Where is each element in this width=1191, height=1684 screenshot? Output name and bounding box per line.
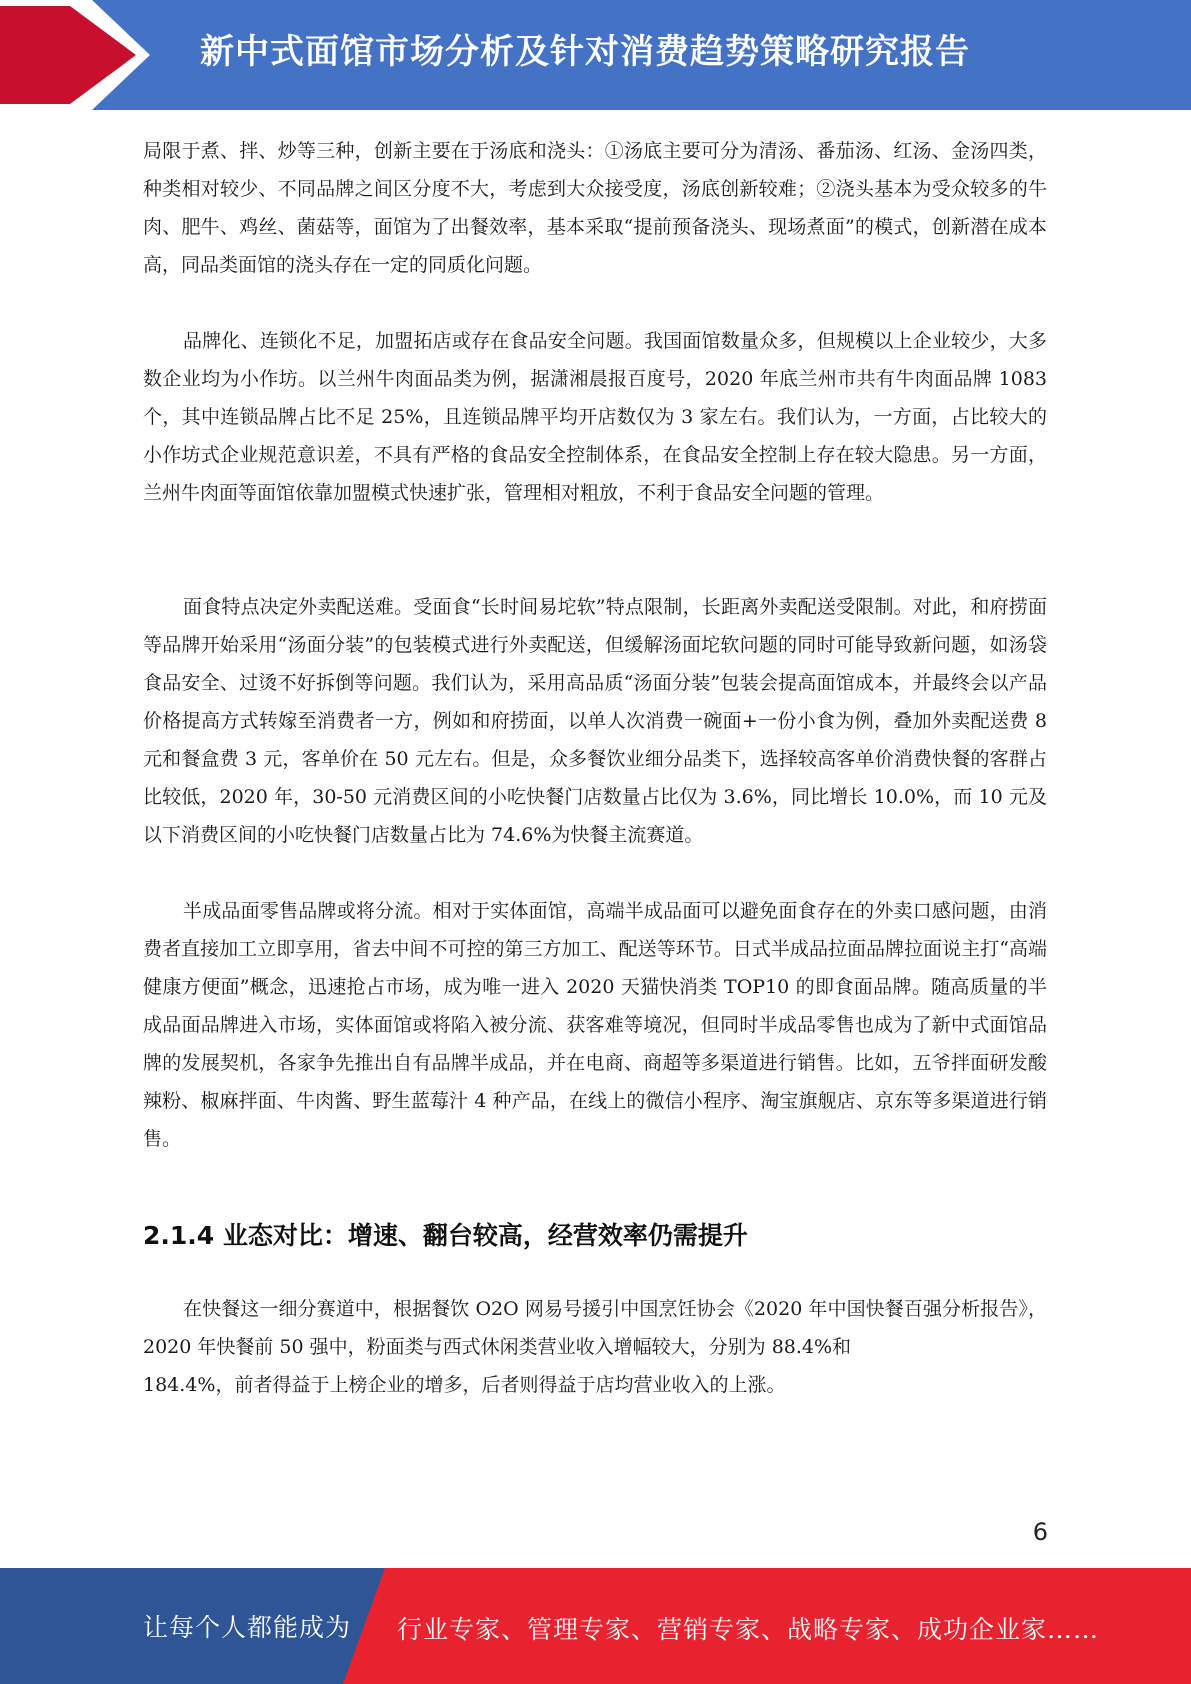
- report-title: 新中式面馆市场分析及针对消费趋势策略研究报告: [200, 32, 970, 72]
- document-body: [143, 132, 1047, 1404]
- paragraph-2: 品牌化、连锁化不足，加盟拓店或存在食品安全问题。我国面馆数量众多，但规模以上企业较少，大多数企业均为小作坊。以兰州牛肉面品类为例，据潇湘晨报百度号，2020 年底兰州市共有牛肉面品牌 1083 个，其中连锁品牌占比不足 25%，且连锁品牌平均开店数仅为 3 家左右。我们认为，一方面，占比较大的小作坊式企业规范意识差，不具有严格的食品安全控制体系，在食品安全控制上存在较大隐患。另一方面，兰州牛肉面等面馆依靠加盟模式快速扩张，管理相对粗放，不利于食品安全问题的管理。: [143, 330, 1047, 504]
- footer-slogan-right: 行业专家、管理专家、营销专家、战略专家、成功企业家……: [397, 1615, 1100, 1644]
- paragraph-4: 半成品面零售品牌或将分流。相对于实体面馆，高端半成品面可以避免面食存在的外卖口感问题，由消费者直接加工立即享用，省去中间不可控的第三方加工、配送等环节。日式半成品拉面品牌拉面说主打“高端健康方便面”概念，迅速抢占市场，成为唯一进入 2020 天猫快消类 TOP10 的即食面品牌。随高质量的半成品面品牌进入市场，实体面馆或将陷入被分流、获客难等境况，但同时半成品零售也成为了新中式面馆品牌的发展契机，各家争先推出自有品牌半成品，并在电商、商超等多渠道进行销售。比如，五爷拌面研发酸辣粉、椒麻拌面、牛肉酱、野生蓝莓汁 4 种产品，在线上的微信小程序、淘宝旗舰店、京东等多渠道进行销售。: [143, 900, 1047, 1150]
- paragraph-5: 在快餐这一细分赛道中，根据餐饮 O2O 网易号援引中国烹饪协会《2020 年中国快餐百强分析报告》，2020 年快餐前 50 强中，粉面类与西式休闲类营业收入增幅较大，分别为 88.4%和: [143, 1298, 1047, 1358]
- spacer: [143, 1256, 1047, 1290]
- spacer: [143, 854, 1047, 892]
- spacer: [143, 512, 1047, 588]
- page-footer: [0, 1568, 1191, 1684]
- spacer: [143, 1158, 1047, 1216]
- page-number: 6: [1032, 1518, 1048, 1546]
- paragraph-1: 局限于煮、拌、炒等三种，创新主要在于汤底和浇头：①汤底主要可分为清汤、番茄汤、红汤、金汤四类，种类相对较少、不同品牌之间区分度不大，考虑到大众接受度，汤底创新较难；②浇头基本为受众较多的牛肉、肥牛、鸡丝、菌菇等，面馆为了出餐效率，基本采取“提前预备浇头、现场煮面”的模式，创新潜在成本高，同品类面馆的浇头存在一定的同质化问题。: [143, 140, 1047, 276]
- page-header: [0, 0, 1191, 110]
- spacer: [143, 284, 1047, 322]
- paragraph-5-continued: 184.4%，前者得益于上榜企业的增多，后者则得益于店均营业收入的上涨。: [143, 1374, 786, 1396]
- paragraph-3: 面食特点决定外卖配送难。受面食“长时间易坨软”特点限制，长距离外卖配送受限制。对此，和府捞面等品牌开始采用“汤面分装”的包装模式进行外卖配送，但缓解汤面坨软问题的同时可能导致新问题，如汤袋食品安全、过烫不好拆倒等问题。我们认为，采用高品质“汤面分装”包装会提高面馆成本，并最终会以产品价格提高方式转嫁至消费者一方，例如和府捞面，以单人次消费一碗面+一份小食为例，叠加外卖配送费 8 元和餐盒费 3 元，客单价在 50 元左右。但是，众多餐饮业细分品类下，选择较高客单价消费快餐的客群占比较低，2020 年，30-50 元消费区间的小吃快餐门店数量占比仅为 3.6%，同比增长 10.0%，而 10 元及以下消费区间的小吃快餐门店数量占比为 74.6%为快餐主流赛道。: [143, 596, 1047, 846]
- section-heading: 2.1.4 业态对比：增速、翻台较高，经营效率仍需提升: [143, 1221, 748, 1250]
- header-red-chevron: [0, 0, 150, 110]
- footer-slogan-left: 让每个人都能成为: [143, 1613, 352, 1642]
